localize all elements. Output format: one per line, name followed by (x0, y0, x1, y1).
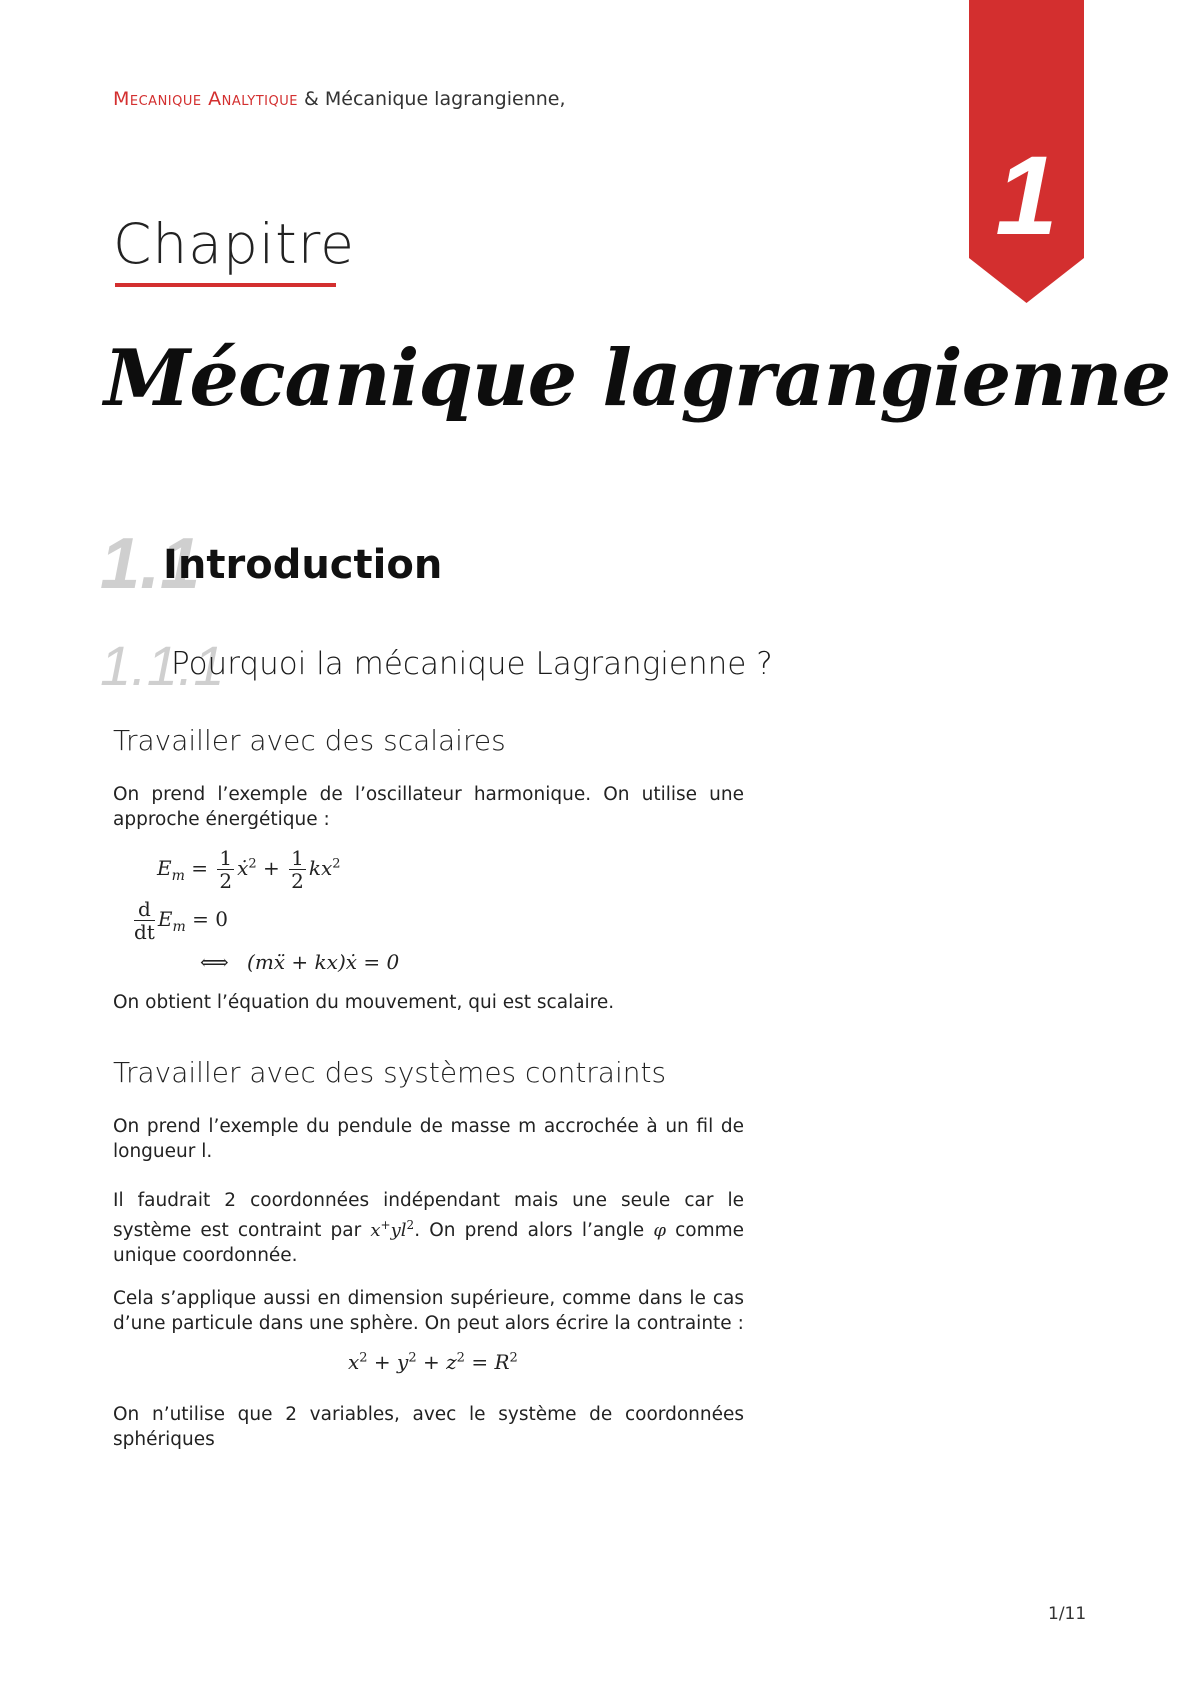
p2-math-x-sup: + (380, 1218, 391, 1232)
eq1-frac2-num: 1 (291, 846, 304, 870)
sphere-x-sup: 2 (359, 1350, 368, 1366)
sphere-plus-2: + (423, 1350, 440, 1374)
eq1-plus: + (263, 856, 280, 880)
equation-motion (200, 950, 399, 974)
paragraph-variables: On n’utilise que 2 variables, avec le système de coordonnées sphériques (113, 1404, 744, 1450)
p2-before: Il faudrait 2 coordonnées indépendant mais une seule car le système est contraint par (113, 1190, 744, 1241)
equation-derivative (134, 898, 228, 943)
chapter-label: Chapitre (113, 212, 355, 276)
paragraph-heading-scalaires: Travailler avec des scalaires (113, 724, 506, 757)
p2-math-x: x (370, 1220, 381, 1241)
p2-math-yl: yl (390, 1220, 407, 1241)
eq1-term2-sup: 2 (332, 856, 341, 872)
eq1-frac1-den: 2 (219, 869, 233, 893)
paragraph-pendule: On prend l’exemple du pendule de masse m accrochée à un fil de longueur l. (113, 1116, 744, 1162)
eq1-equals: = (191, 856, 209, 880)
paragraph-heading-contraints: Travailler avec des systèmes contraints (113, 1056, 667, 1089)
paragraph-sphere: Cela s’applique aussi en dimension supérieure, comme dans le cas d’une particule dans une sphère. On peut alors écrire la contrainte : (113, 1288, 744, 1334)
eq2-d-den: dt (134, 920, 155, 944)
p2-math (370, 1220, 414, 1241)
sphere-y: y (397, 1350, 409, 1374)
eq1-term1-sup: 2 (248, 856, 257, 872)
sphere-y-sup: 2 (408, 1350, 417, 1366)
eq3-expr: (mẍ + kx)ẋ = 0 (247, 950, 400, 974)
eq3-arrow: ⟺ (200, 950, 229, 974)
eq2-derivative-frac (134, 898, 155, 943)
eq2-lhs-sub: m (172, 919, 186, 935)
eq1-frac1-num: 1 (219, 846, 233, 870)
sphere-R-sup: 2 (509, 1350, 518, 1366)
paragraph-conclusion: On obtient l’équation du mouvement, qui est scalaire. (113, 992, 615, 1013)
section-number: 1.1 (100, 524, 201, 604)
sphere-z-sup: 2 (456, 1350, 465, 1366)
eq2-lhs: E (157, 907, 173, 931)
paragraph-intro: On prend l’exemple de l’oscillateur harmonique. On utilise une approche énergétique : (113, 784, 744, 830)
chapter-title: Mécanique lagrangienne (104, 333, 1171, 424)
equation-sphere (348, 1350, 518, 1374)
eq1-frac2 (289, 847, 306, 892)
running-header (113, 88, 566, 110)
eq1-term2: kx (308, 856, 333, 880)
p2-middle: . On prend alors l’angle (414, 1220, 654, 1241)
sphere-R: R (494, 1350, 510, 1374)
subsection-number: 1.1.1 (100, 634, 225, 697)
p2-math-yl-sup: 2 (406, 1218, 415, 1232)
header-rest: & Mécanique lagrangienne, (304, 88, 566, 110)
chapter-number: 1 (995, 133, 1058, 258)
sphere-equals: = (471, 1350, 489, 1374)
eq1-term1: ẋ (237, 856, 249, 880)
subsection-title: Pourquoi la mécanique Lagrangienne ? (171, 646, 773, 682)
eq2-rhs: = 0 (192, 907, 228, 931)
section-title: Introduction (163, 542, 443, 588)
eq1-lhs-sub: m (171, 868, 185, 884)
paragraph-coordonnees (113, 1188, 744, 1268)
sphere-plus-1: + (373, 1350, 391, 1374)
equation-energy (157, 847, 341, 892)
eq1-frac1 (217, 847, 234, 892)
page-number: 1/11 (1048, 1604, 1087, 1624)
eq1-frac2-den: 2 (291, 869, 304, 893)
sphere-z: z (446, 1350, 457, 1374)
sphere-x: x (348, 1350, 360, 1374)
header-course: Mecanique Analytique (113, 88, 298, 110)
chapter-ribbon (969, 0, 1084, 303)
p2-phi: φ (653, 1220, 666, 1241)
eq1-lhs: E (157, 856, 172, 880)
chapter-label-underline (115, 283, 336, 287)
p2-after: comme unique coordonnée. (113, 1220, 745, 1266)
eq2-d-num: d (134, 898, 155, 921)
